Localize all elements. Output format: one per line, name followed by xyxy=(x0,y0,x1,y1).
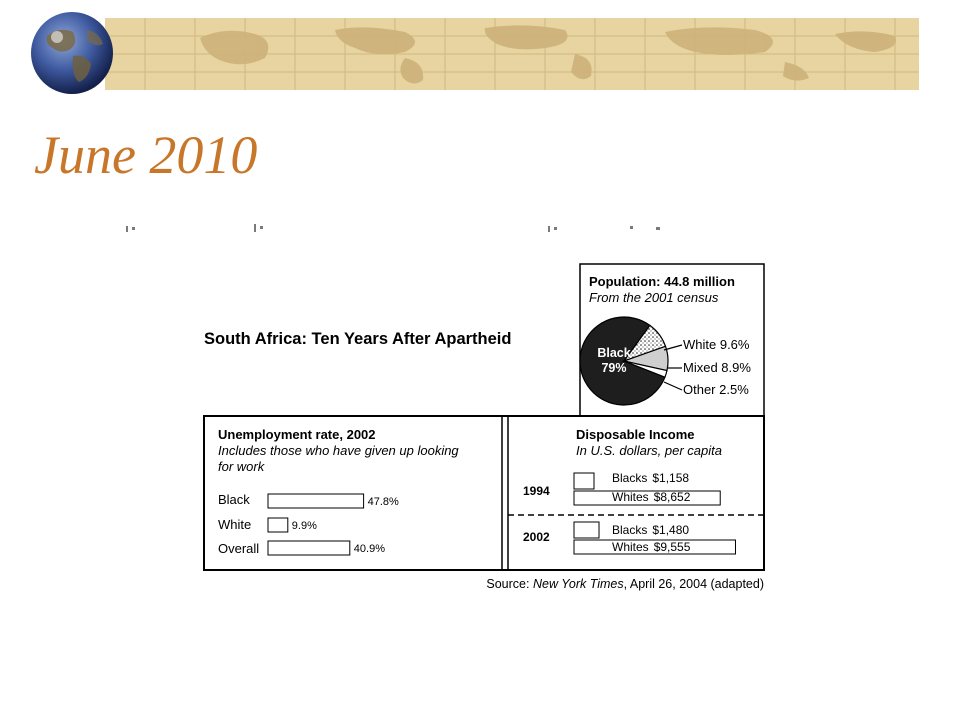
unemployment-category: Overall xyxy=(218,541,260,556)
pie-subtitle: From the 2001 census xyxy=(589,290,719,305)
unemployment-title: Unemployment rate, 2002 xyxy=(218,427,376,442)
income-bar xyxy=(574,522,599,538)
pie-label-white: White 9.6% xyxy=(683,337,750,352)
income-year: 1994 xyxy=(523,484,550,498)
unemployment-value-label: 9.9% xyxy=(291,520,317,532)
svg-text:Blacks$1,158: Blacks $1,158 xyxy=(612,471,690,485)
slide-title: June 2010 xyxy=(34,125,258,185)
unemployment-value-label: 47.8% xyxy=(367,496,399,508)
income-year: 2002 xyxy=(523,530,550,544)
unemployment-subtitle-1: Includes those who have given up looking xyxy=(218,443,459,458)
svg-text:Whites$8,652: Whites $8,652 xyxy=(612,490,691,504)
unemployment-category: Black xyxy=(218,492,250,507)
pie-leader-white xyxy=(664,345,682,350)
unemployment-category: White xyxy=(218,517,252,532)
pie-title: Population: 44.8 million xyxy=(589,274,735,289)
income-bar-label xyxy=(612,471,689,485)
unemployment-subtitle-2: for work xyxy=(218,459,265,474)
figure-title: South Africa: Ten Years After Apartheid xyxy=(204,330,512,348)
pie-value-black: 79% xyxy=(601,361,627,375)
unemployment-bar xyxy=(268,518,288,532)
unemployment-bar xyxy=(268,494,364,508)
pie-label-black: Black xyxy=(597,346,631,360)
pie-label-mixed: Mixed 8.9% xyxy=(683,360,751,375)
pie-leader-other xyxy=(664,382,682,390)
unemployment-bar xyxy=(268,541,350,555)
figure-source: Source: New York Times, April 26, 2004 (adapted) xyxy=(486,577,764,591)
income-subtitle: In U.S. dollars, per capita xyxy=(576,443,722,458)
pie-label-other: Other 2.5% xyxy=(683,382,749,397)
income-bar xyxy=(574,473,594,489)
unemployment-value-label: 40.9% xyxy=(353,543,386,555)
income-bar-label xyxy=(612,523,689,537)
income-title: Disposable Income xyxy=(576,427,695,442)
svg-text:Whites$9,555: Whites $9,555 xyxy=(612,540,691,554)
svg-text:Blacks$1,480: Blacks $1,480 xyxy=(612,523,690,537)
